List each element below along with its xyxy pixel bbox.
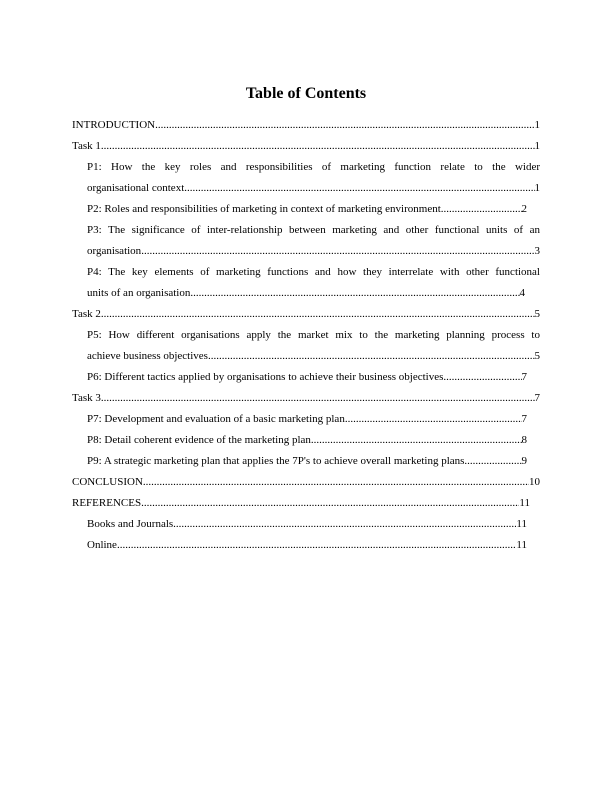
toc-entry-text: P6: Different tactics applied by organisations to achieve their business objectives (87, 371, 444, 383)
toc-page-number: 2 (521, 203, 527, 215)
dot-leader (155, 115, 534, 136)
toc-entry-task-2[interactable] (72, 304, 540, 325)
toc-page-number: 8 (521, 434, 527, 446)
toc-entry-text: INTRODUCTION (72, 119, 156, 131)
toc-entry-p9[interactable] (72, 451, 527, 472)
toc-entry-books-and-journals[interactable] (72, 514, 527, 535)
toc-entry-introduction[interactable] (72, 115, 540, 136)
toc-page-number: 5 (534, 350, 540, 362)
page-title: Table of Contents (245, 85, 367, 102)
toc-entry-p1[interactable] (72, 157, 540, 199)
toc-page-number: 11 (516, 539, 527, 551)
toc-entry-text-line2: achieve business objectives (87, 350, 208, 362)
dot-leader (443, 367, 521, 388)
table-of-contents (72, 115, 540, 556)
toc-entry-line2 (87, 241, 540, 262)
dot-leader (141, 241, 534, 262)
toc-entry-line2 (87, 346, 540, 367)
toc-entry-online[interactable] (72, 535, 527, 556)
toc-entry-references[interactable] (72, 493, 530, 514)
toc-entry-text-line2: organisational context (87, 182, 185, 194)
dot-leader (101, 304, 535, 325)
toc-page-number: 1 (534, 182, 540, 194)
toc-entry-text: CONCLUSION (72, 476, 143, 488)
toc-entry-p3[interactable] (72, 220, 540, 262)
toc-entry-text: REFERENCES (72, 497, 142, 509)
toc-entry-text: P8: Detail coherent evidence of the marketing plan (87, 434, 311, 446)
toc-entry-p6[interactable] (72, 367, 527, 388)
dot-leader (184, 178, 534, 199)
dot-leader (101, 388, 535, 409)
toc-page-number: 3 (534, 245, 540, 257)
toc-page-number: 7 (521, 371, 527, 383)
toc-entry-text-line2: organisation (87, 245, 142, 257)
toc-entry-text-line1: P4: The key elements of marketing functions and how they interrelate with other functional (87, 266, 540, 278)
toc-page-number: 1 (534, 140, 540, 152)
toc-entry-text: Task 3 (72, 392, 101, 404)
dot-leader (208, 346, 535, 367)
toc-entry-text: Task 2 (72, 308, 101, 320)
toc-entry-text: P2: Roles and responsibilities of marketing in context of marketing environment (87, 203, 441, 215)
dot-leader (141, 493, 519, 514)
toc-entry-text-line1: P3: The significance of inter-relationship between marketing and other functional units of an (87, 224, 540, 236)
dot-leader (173, 514, 516, 535)
toc-entry-line2 (87, 283, 525, 304)
toc-entry-p4[interactable] (72, 262, 540, 304)
toc-entry-text: P9: A strategic marketing plan that applies the 7P's to achieve overall marketing plans (87, 455, 465, 467)
toc-entry-p8[interactable] (72, 430, 527, 451)
toc-page-number: 10 (529, 476, 540, 488)
dot-leader (464, 451, 521, 472)
toc-entry-task-1[interactable] (72, 136, 540, 157)
dot-leader (101, 136, 535, 157)
dot-leader (190, 283, 519, 304)
toc-page-number: 11 (519, 497, 530, 509)
dot-leader (345, 409, 522, 430)
toc-page-number: 4 (519, 287, 525, 299)
toc-entry-text-line1: P1: How the key roles and responsibilities of marketing function relate to the wider (87, 161, 540, 173)
dot-leader (441, 199, 522, 220)
toc-page-number: 9 (521, 455, 527, 467)
toc-page-number: 1 (534, 119, 540, 131)
toc-entry-line2 (87, 178, 540, 199)
toc-page-number: 7 (521, 413, 527, 425)
toc-entry-text-line1: P5: How different organisations apply the market mix to the marketing planning process to (87, 329, 540, 341)
toc-entry-conclusion[interactable] (72, 472, 540, 493)
dot-leader (311, 430, 522, 451)
dot-leader (117, 535, 516, 556)
dot-leader (143, 472, 529, 493)
toc-entry-text-line2: units of an organisation (87, 287, 191, 299)
toc-entry-p2[interactable] (72, 199, 527, 220)
toc-entry-p5[interactable] (72, 325, 540, 367)
toc-page-number: 7 (534, 392, 540, 404)
toc-entry-text: Task 1 (72, 140, 101, 152)
toc-entry-task-3[interactable] (72, 388, 540, 409)
toc-entry-text: Books and Journals (87, 518, 174, 530)
toc-entry-p7[interactable] (72, 409, 527, 430)
toc-page-number: 5 (534, 308, 540, 320)
toc-entry-text: Online (87, 539, 117, 551)
toc-entry-text: P7: Development and evaluation of a basic marketing plan (87, 413, 345, 425)
toc-page-number: 11 (516, 518, 527, 530)
